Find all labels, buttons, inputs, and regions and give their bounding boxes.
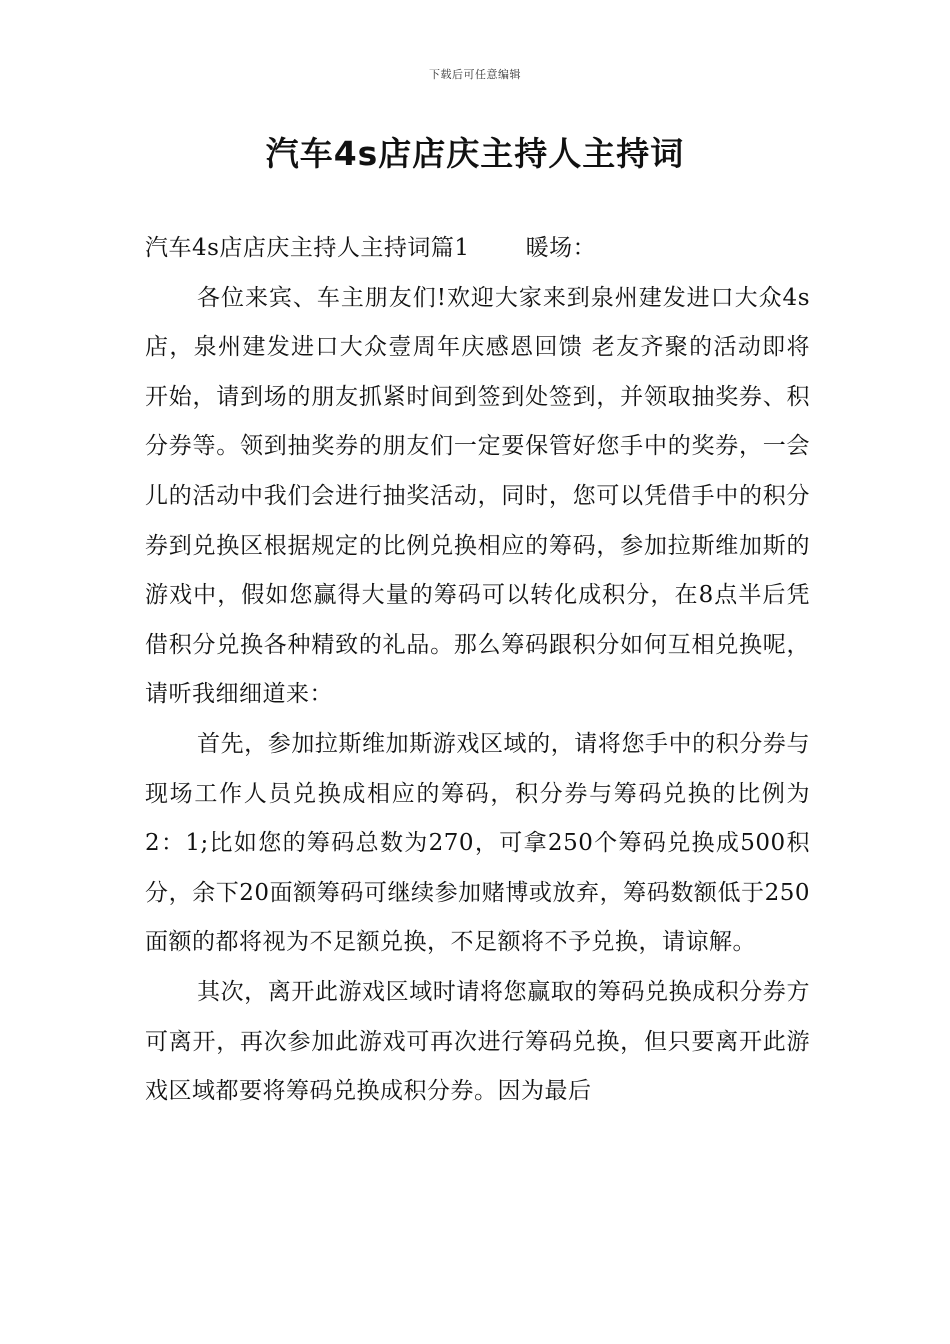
header-note: 下载后可任意编辑 (429, 68, 521, 81)
paragraph-first-rule: 首先，参加拉斯维加斯游戏区域的，请将您手中的积分券与现场工作人员兑换成相应的筹码，积分券与筹码兑换的比例为2：1;比如您的筹码总数为270，可拿250个筹码兑换成500积分，余下20面额筹码可继续参加赌博或放弃，筹码数额低于250面额的都将视为不足额兑换，不足额将不予兑换，请谅解。 (145, 730, 810, 956)
section-heading-row (145, 224, 810, 274)
paragraph-warmup: 各位来宾、车主朋友们!欢迎大家来到泉州建发进口大众4s店，泉州建发进口大众壹周年庆感恩回馈 老友齐聚的活动即将开始，请到场的朋友抓紧时间到签到处签到，并领取抽奖券、积分券等。领到抽奖券的朋友们一定要保管好您手中的奖券，一会儿的活动中我们会进行抽奖活动，同时，您可以凭借手中的积分券到兑换区根据规定的比例兑换相应的筹码，参加拉斯维加斯的游戏中，假如您赢得大量的筹码可以转化成积分，在8点半后凭借积分兑换各种精致的礼品。那么筹码跟积分如何互相兑换呢，请听我细细道来： (145, 284, 810, 708)
section-heading: 汽车4s店店庆主持人主持词篇1 (145, 235, 470, 261)
document-title: 汽车4s店店庆主持人主持词 (265, 134, 685, 173)
paragraph-second-rule: 其次，离开此游戏区域时请将您赢取的筹码兑换成积分券方可离开，再次参加此游戏可再次进行筹码兑换，但只要离开此游戏区域都要将筹码兑换成积分券。因为最后 (145, 978, 810, 1105)
section-label: 暖场： (525, 235, 597, 261)
document-body (145, 224, 810, 1117)
